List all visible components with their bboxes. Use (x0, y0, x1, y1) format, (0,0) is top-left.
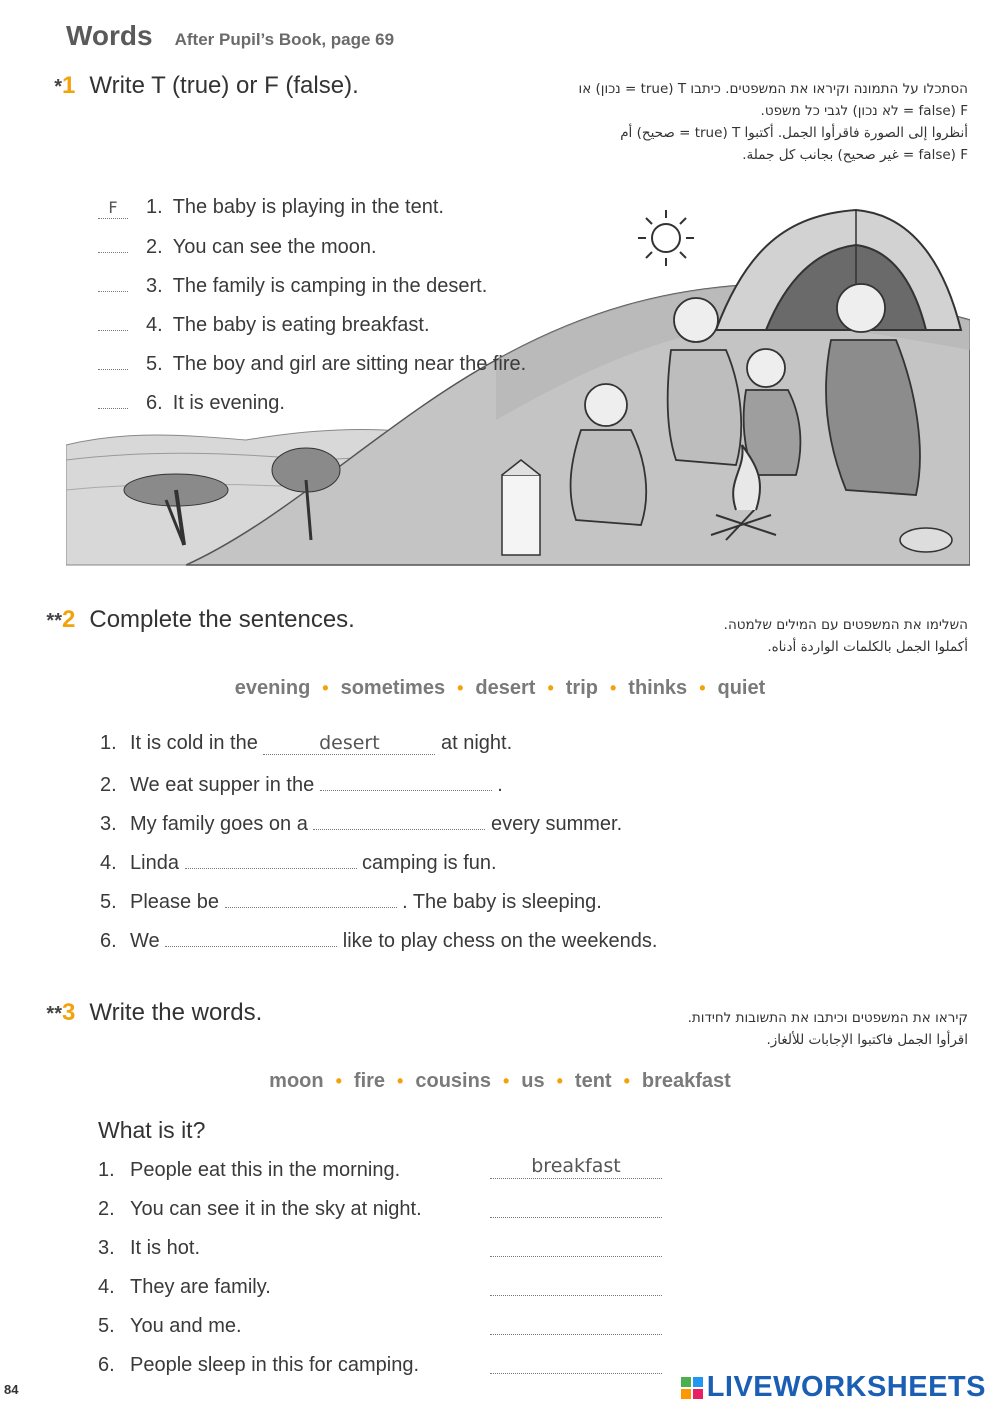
item-text: The boy and girl are sitting near the fire. (172, 353, 527, 375)
riddle-text: People eat this in the morning. (130, 1159, 401, 1181)
instruction-line: קיראו את המשפטים וכיתבו את התשובות לחידות. (687, 1010, 968, 1026)
exercise-2-heading (36, 606, 355, 634)
item-number: 1. (100, 732, 117, 754)
sentence-end: camping is fun. (356, 852, 497, 874)
tf-answer-field[interactable] (98, 235, 128, 253)
item-number: 5. (146, 353, 163, 375)
difficulty-stars: * (54, 76, 62, 98)
riddle-item (98, 1315, 242, 1338)
tf-answer-field[interactable] (98, 352, 128, 370)
item-number: 6. (98, 1354, 115, 1376)
exercise-1-instructions (579, 78, 968, 166)
tf-answer-field[interactable] (98, 391, 128, 409)
riddle-answer-field[interactable] (490, 1352, 662, 1374)
riddle-item (98, 1237, 200, 1260)
difficulty-stars: ** (46, 610, 62, 632)
item-number: 2. (98, 1198, 115, 1220)
sentence-start: My family goes on a (130, 813, 314, 835)
sentence-end: every summer. (485, 813, 623, 835)
tf-answer-field[interactable]: F (98, 201, 128, 219)
exercise-1-heading (36, 72, 359, 100)
word-bank-3: moon • fire • cousins • us • tent • breakfast (269, 1070, 731, 1092)
sentence-start: We eat supper in the (130, 774, 320, 796)
item-text: You can see the moon. (172, 236, 377, 258)
item-number: 2. (100, 774, 117, 796)
sun-icon (638, 210, 694, 266)
riddle-text: People sleep in this for camping. (130, 1354, 420, 1376)
instruction-line: השלימו את המשפטים עם המילים שלמטה. (723, 617, 968, 633)
riddle-text: You can see it in the sky at night. (130, 1198, 422, 1220)
bowl (900, 528, 952, 552)
riddle-item (98, 1198, 422, 1221)
riddle-text: They are family. (130, 1276, 271, 1298)
riddle-item (98, 1159, 400, 1182)
item-number: 1. (146, 196, 163, 218)
item-number: 3. (100, 813, 117, 835)
item-number: 5. (100, 891, 117, 913)
word-bank-item: fire (353, 1070, 386, 1092)
instruction-line: F (false = לא נכון) לגבי כל משפט. (760, 103, 968, 119)
answer-field[interactable]: desert (263, 735, 435, 755)
page-number: 84 (4, 1382, 19, 1397)
sentence-start: It is cold in the (130, 732, 264, 754)
sentence-item (100, 927, 657, 953)
answer-field[interactable] (225, 888, 397, 908)
answer-field[interactable] (185, 849, 357, 869)
exercise-2-instructions (724, 614, 968, 658)
word-bank-item: quiet (717, 677, 766, 699)
word-bank-item: moon (269, 1070, 324, 1092)
exercise-number: 2 (62, 606, 76, 633)
riddle-item (98, 1354, 419, 1377)
milk-carton (502, 460, 540, 555)
item-number: 4. (146, 314, 163, 336)
item-number: 3. (98, 1237, 115, 1259)
tf-answer-field[interactable] (98, 274, 128, 292)
sentence-item (100, 771, 503, 797)
item-number: 4. (98, 1276, 115, 1298)
instruction-line: F (false = غير صحيح) بجانب كل جملة. (742, 147, 968, 163)
tf-item (98, 274, 487, 298)
item-number: 5. (98, 1315, 115, 1337)
item-text: It is evening. (172, 392, 285, 414)
tf-item (98, 235, 377, 259)
word-bank-item: evening (234, 677, 311, 699)
riddle-item (98, 1276, 271, 1299)
word-bank-item: sometimes (340, 677, 446, 699)
page-header (66, 20, 394, 52)
difficulty-stars: ** (46, 1003, 62, 1025)
item-text: The baby is eating breakfast. (172, 314, 430, 336)
sentence-end: . (491, 774, 503, 796)
word-bank-item: trip (565, 677, 598, 699)
riddle-answer-field[interactable]: breakfast (490, 1157, 662, 1179)
liveworksheets-logo (681, 1371, 986, 1404)
riddle-answer-field[interactable] (490, 1196, 662, 1218)
answer-field[interactable] (320, 771, 492, 791)
riddle-text: You and me. (130, 1315, 242, 1337)
item-text: The family is camping in the desert. (172, 275, 488, 297)
exercise-title: Complete the sentences. (89, 606, 355, 633)
logo-text: LIVEWORKSHEETS (706, 1371, 986, 1403)
sentence-end: . The baby is sleeping. (396, 891, 602, 913)
item-number: 3. (146, 275, 163, 297)
sentence-end: like to play chess on the weekends. (337, 930, 658, 952)
sentence-start: Linda (130, 852, 185, 874)
word-bank-2: evening • sometimes • desert • trip • thinks • quiet (234, 677, 766, 699)
exercise-3-heading (36, 999, 262, 1027)
word-bank-item: cousins (415, 1070, 491, 1092)
tf-item (98, 391, 285, 415)
sentence-item (100, 849, 497, 875)
sentence-start: We (130, 930, 166, 952)
exercise-title: Write T (true) or F (false). (89, 72, 359, 99)
item-text: The baby is playing in the tent. (172, 196, 444, 218)
sentence-end: at night. (435, 732, 513, 754)
tf-item (98, 196, 444, 219)
tf-item (98, 313, 430, 337)
item-number: 1. (98, 1159, 115, 1181)
word-bank-item: tent (574, 1070, 612, 1092)
exercise-number: 3 (62, 999, 76, 1026)
answer-field[interactable] (313, 810, 485, 830)
instruction-line: أكملوا الجمل بالكلمات الواردة أدناه. (767, 639, 968, 655)
exercise-3-instructions (688, 1007, 968, 1051)
item-number: 2. (146, 236, 163, 258)
word-bank-item: us (521, 1070, 545, 1092)
logo-icon (681, 1377, 703, 1399)
unit-title: Words (66, 20, 153, 51)
word-bank-item: thinks (628, 677, 688, 699)
item-number: 6. (100, 930, 117, 952)
item-number: 6. (146, 392, 163, 414)
riddle-answer-field[interactable] (490, 1235, 662, 1257)
item-number: 4. (100, 852, 117, 874)
exercise-title: Write the words. (89, 999, 263, 1026)
riddle-text: It is hot. (130, 1237, 201, 1259)
riddle-answer-field[interactable] (490, 1274, 662, 1296)
word-bank-item: desert (475, 677, 536, 699)
sentence-item (100, 732, 512, 755)
tf-item (98, 352, 526, 376)
sentence-item (100, 888, 602, 914)
instruction-line: اقرأوا الجمل فاكتبوا الإجابات للألغاز. (766, 1032, 968, 1048)
sentence-start: Please be (130, 891, 225, 913)
sentence-item (100, 810, 622, 836)
instruction-line: أنظروا إلى الصورة فاقرأوا الجمل. أكتبوا T (true = صحيح) أم (620, 125, 968, 141)
instruction-line: הסתכלו על התמונה וקיראו את המשפטים. כיתבו T (true = נכון) או (578, 81, 968, 97)
source-reference: After Pupil’s Book, page 69 (174, 30, 395, 49)
word-bank-item: breakfast (641, 1070, 731, 1092)
exercise-number: 1 (62, 72, 76, 99)
riddle-question-heading: What is it? (98, 1117, 206, 1143)
riddle-answer-field[interactable] (490, 1313, 662, 1335)
tf-answer-field[interactable] (98, 313, 128, 331)
answer-field[interactable] (165, 927, 337, 947)
